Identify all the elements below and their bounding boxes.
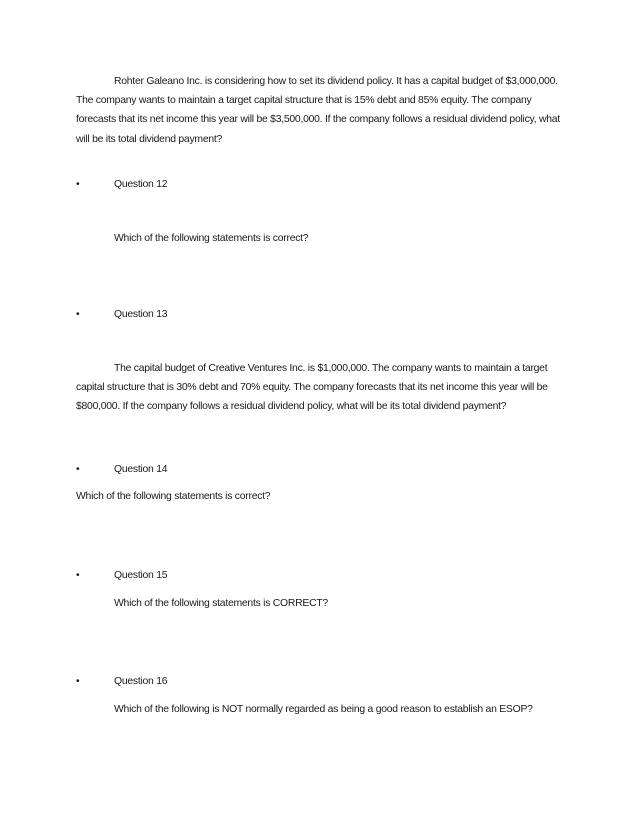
bullet-icon: • bbox=[76, 464, 80, 475]
question-13-prompt bbox=[76, 359, 566, 417]
bullet-icon: • bbox=[76, 676, 80, 687]
question-12-label: Question 12 bbox=[114, 179, 168, 190]
bullet-icon: • bbox=[76, 570, 80, 581]
intro-question-text: Rohter Galeano Inc. is considering how to set its dividend policy. It has a capital budget of $3,000,000. The company wants to maintain a target capital structure that is 15% debt and 85% equity. The company forecasts that its net income this year will be $3,500,000. If the company follows a residual dividend policy, what will be its total dividend payment? bbox=[76, 76, 560, 145]
question-16-label: Question 16 bbox=[114, 676, 168, 687]
question-15-label: Question 15 bbox=[114, 570, 168, 581]
question-14-label: Question 14 bbox=[114, 464, 168, 475]
bullet-icon: • bbox=[76, 309, 80, 320]
question-13-label: Question 13 bbox=[114, 309, 168, 320]
bullet-icon: • bbox=[76, 179, 80, 190]
question-16-prompt: Which of the following is NOT normally regarded as being a good reason to establish an ESOP? bbox=[114, 704, 533, 715]
question-15-prompt: Which of the following statements is CORRECT? bbox=[114, 598, 328, 609]
question-12-prompt: Which of the following statements is correct? bbox=[114, 233, 309, 244]
intro-question bbox=[76, 72, 566, 149]
question-13-prompt-text: The capital budget of Creative Ventures Inc. is $1,000,000. The company wants to maintain a target capital structure that is 30% debt and 70% equity. The company forecasts that its net income this year will be $800,000. If the company follows a residual dividend policy, what will be its total dividend payment? bbox=[76, 363, 548, 413]
question-14-prompt: Which of the following statements is correct? bbox=[76, 491, 271, 502]
